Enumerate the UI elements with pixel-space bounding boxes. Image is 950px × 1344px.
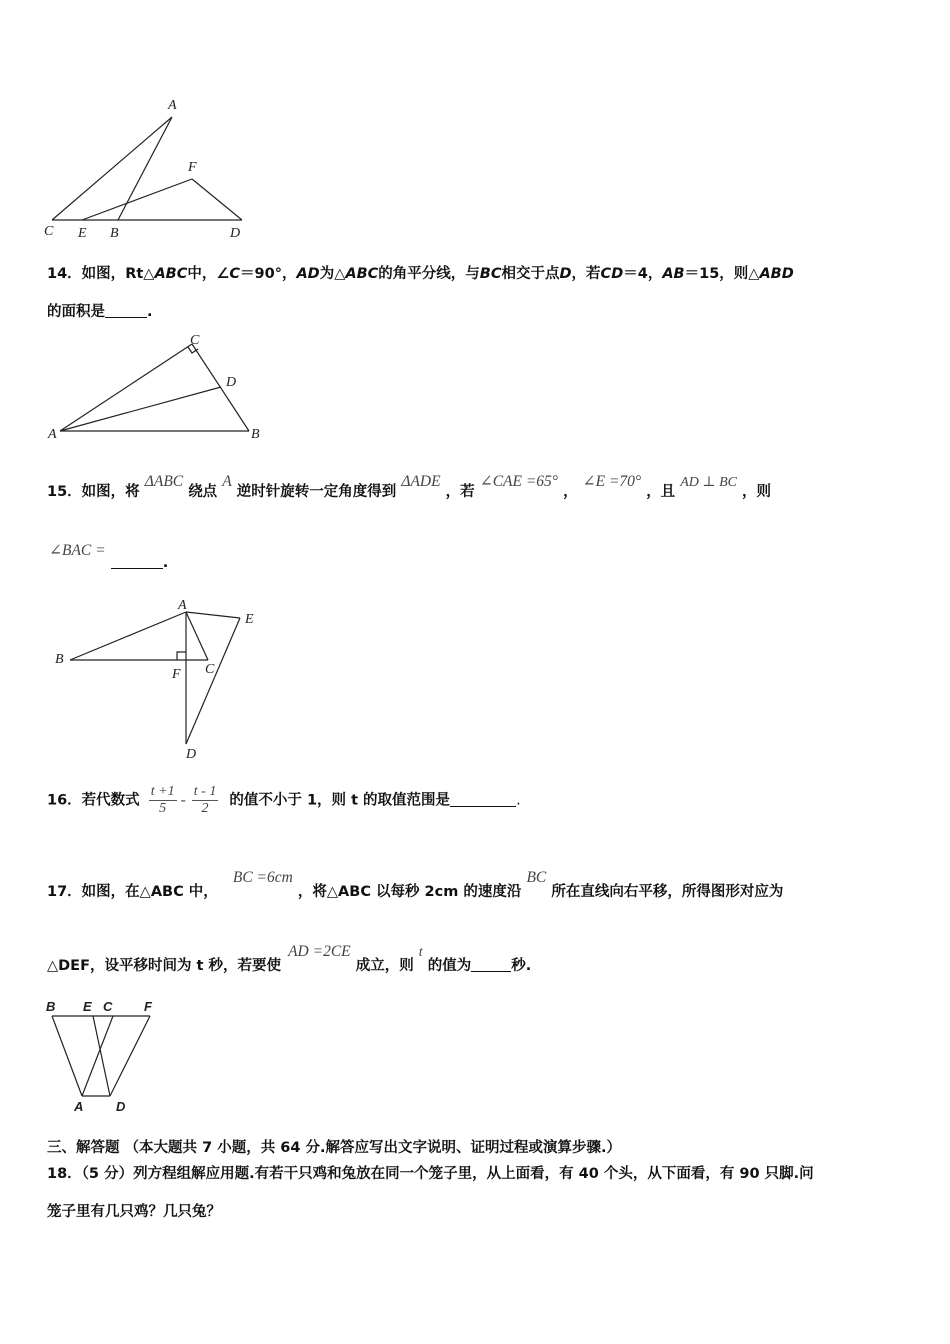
label-c: C [44,224,54,239]
question-16 [47,784,521,817]
q16-number: 16．若代数式 [47,792,140,809]
segment-ef [82,179,192,220]
q16-f1-num: t +1 [150,784,175,799]
question-18-line1: 18．（5 分）列方程组解应用题.有若干只鸡和兔放在同一个笼子里，从上面看，有 40 个头，从下面看，有 90 只脚.问 [47,1166,814,1182]
q14-ad: AD [296,266,320,282]
question-18-line2: 笼子里有几只鸡？几只兔？ [47,1204,221,1220]
q14-cdv: ＝4， [623,266,663,282]
q14-end: . [147,304,153,320]
question-17-line1 [47,866,927,900]
q16-f2-num: t - 1 [193,784,217,799]
q14-abv: ＝15，则 [684,266,749,282]
q14-jpfx: 的角平分线，与 [378,266,480,282]
segment-ca [52,117,172,220]
q17-number: 17．如图，在△ABC 中， [47,884,218,900]
segment-ad [60,387,221,431]
question-17-line2 [47,940,927,974]
q16-fraction-1 [149,784,177,817]
q17-rest: 所在直线向右平移，所得图形对应为 [551,884,784,900]
answer-blank-14[interactable] [105,303,147,318]
q16-fraction-2 [192,784,219,817]
answer-blank-17[interactable] [471,957,511,972]
question-15-line1 [47,470,927,500]
q14-number: 14．如图， [47,266,126,282]
label-f: F [144,999,152,1014]
q17-l2b: 成立，则 [355,958,414,974]
segment-ac [60,344,192,431]
q17-mid: ，将△ABC 以每秒 2cm 的速度沿 [297,884,522,900]
q16-rest: 的值不小于 1，则 t 的取值范围是 [229,792,451,809]
q15-angle-cae: ∠CAE =65° [479,473,558,490]
q17-l2c: 的值为 [427,958,472,974]
question-14-line2 [47,300,153,321]
q15-perp: AD ⊥ BC [680,475,737,490]
q15-angle-e: ∠E =70° [582,473,642,490]
q14-angle: ∠C [216,266,241,282]
label-c: C [103,999,113,1014]
q15-nishi: 逆时针旋转一定角度得到 [236,484,397,500]
q14-bc: BC [479,266,502,282]
segment-df [110,1016,150,1096]
q17-l2d: 秒. [511,958,532,974]
q14-tri3: △ [748,266,760,282]
label-f: F [188,160,197,175]
q14-abc2: ABC [345,266,379,282]
q15-tri-abc: ΔABC [144,473,184,490]
segment-ac [82,1016,113,1096]
segment-ba [70,612,186,660]
q17-t: t [418,945,423,960]
label-b: B [251,427,260,442]
label-d: D [116,1099,126,1114]
q14-rt: Rt [125,266,144,282]
segment-ba [52,1016,82,1096]
label-c: C [205,662,215,677]
q14-d: D [559,266,572,282]
q15-ze: ，则 [742,484,772,500]
q15-number: 15．如图，将 [47,484,140,500]
q14-tri1: △ [143,266,155,282]
q14-abd: ABD [759,266,794,282]
q17-ad-2ce: AD =2CE [288,943,351,960]
label-a: A [178,598,187,613]
q16-f1-den: 5 [159,801,167,816]
label-c: C [190,333,200,348]
label-d: D [226,375,237,390]
segment-ac [186,612,208,660]
figure-15 [50,594,270,764]
section-3-title: 三、解答题 （本大题共 7 小题，共 64 分.解答应写出文字说明、证明过程或演算步骤.） [47,1140,622,1156]
q15-qie: ，且 [646,484,676,500]
segment-ab [118,117,172,220]
q15-rao: 绕点 [188,484,218,500]
q14-tri2: △ [334,266,346,282]
q15-end: . [162,555,169,571]
question-15-line2 [49,540,169,571]
figure-14 [44,330,274,445]
label-e: E [83,999,92,1014]
q14-abc1: ABC [154,266,188,282]
q14-eq90: ＝90°， [240,266,297,282]
label-a: A [48,427,57,442]
segment-fd [192,179,242,220]
right-angle-mark [177,652,186,660]
answer-blank-16[interactable] [450,792,516,807]
label-d: D [230,226,241,241]
figure-17 [40,996,170,1118]
q14-line2: 的面积是 [47,304,105,320]
q15-angle-bac: ∠BAC = [49,542,106,559]
q15-tri-ade: ΔADE [401,473,441,490]
q16-end: . [516,792,521,809]
label-d: D [186,747,197,762]
q14-zhong: 中， [187,266,217,282]
label-e: E [78,226,87,241]
label-a: A [168,98,177,113]
segment-ae [186,612,240,618]
q16-minus: - [180,791,186,809]
label-b: B [110,226,119,241]
segment-ed [93,1016,110,1096]
q14-ruo: ，若 [571,266,601,282]
figure-13 [40,95,260,245]
label-b: B [46,999,56,1014]
q14-ab: AB [662,266,685,282]
q15-comma: ， [563,484,578,500]
q14-xjyd: 相交于点 [501,266,560,282]
q15-ruo: ，若 [445,484,475,500]
q17-bc-6cm: BC =6cm [232,869,293,886]
q17-l2a: △DEF，设平移时间为 t 秒，若要使 [47,958,282,974]
label-a: A [74,1099,84,1114]
q14-wei: 为 [319,266,335,282]
q17-bc: BC [526,869,547,886]
answer-blank-15[interactable] [111,554,163,569]
label-b: B [55,652,64,667]
label-e: E [245,612,254,627]
q14-cd: CD [600,266,624,282]
segment-ed [186,618,240,744]
label-f: F [172,667,181,682]
question-14-line1 [47,262,794,283]
q16-f2-den: 2 [201,801,209,816]
q15-point-a: A [222,473,232,490]
